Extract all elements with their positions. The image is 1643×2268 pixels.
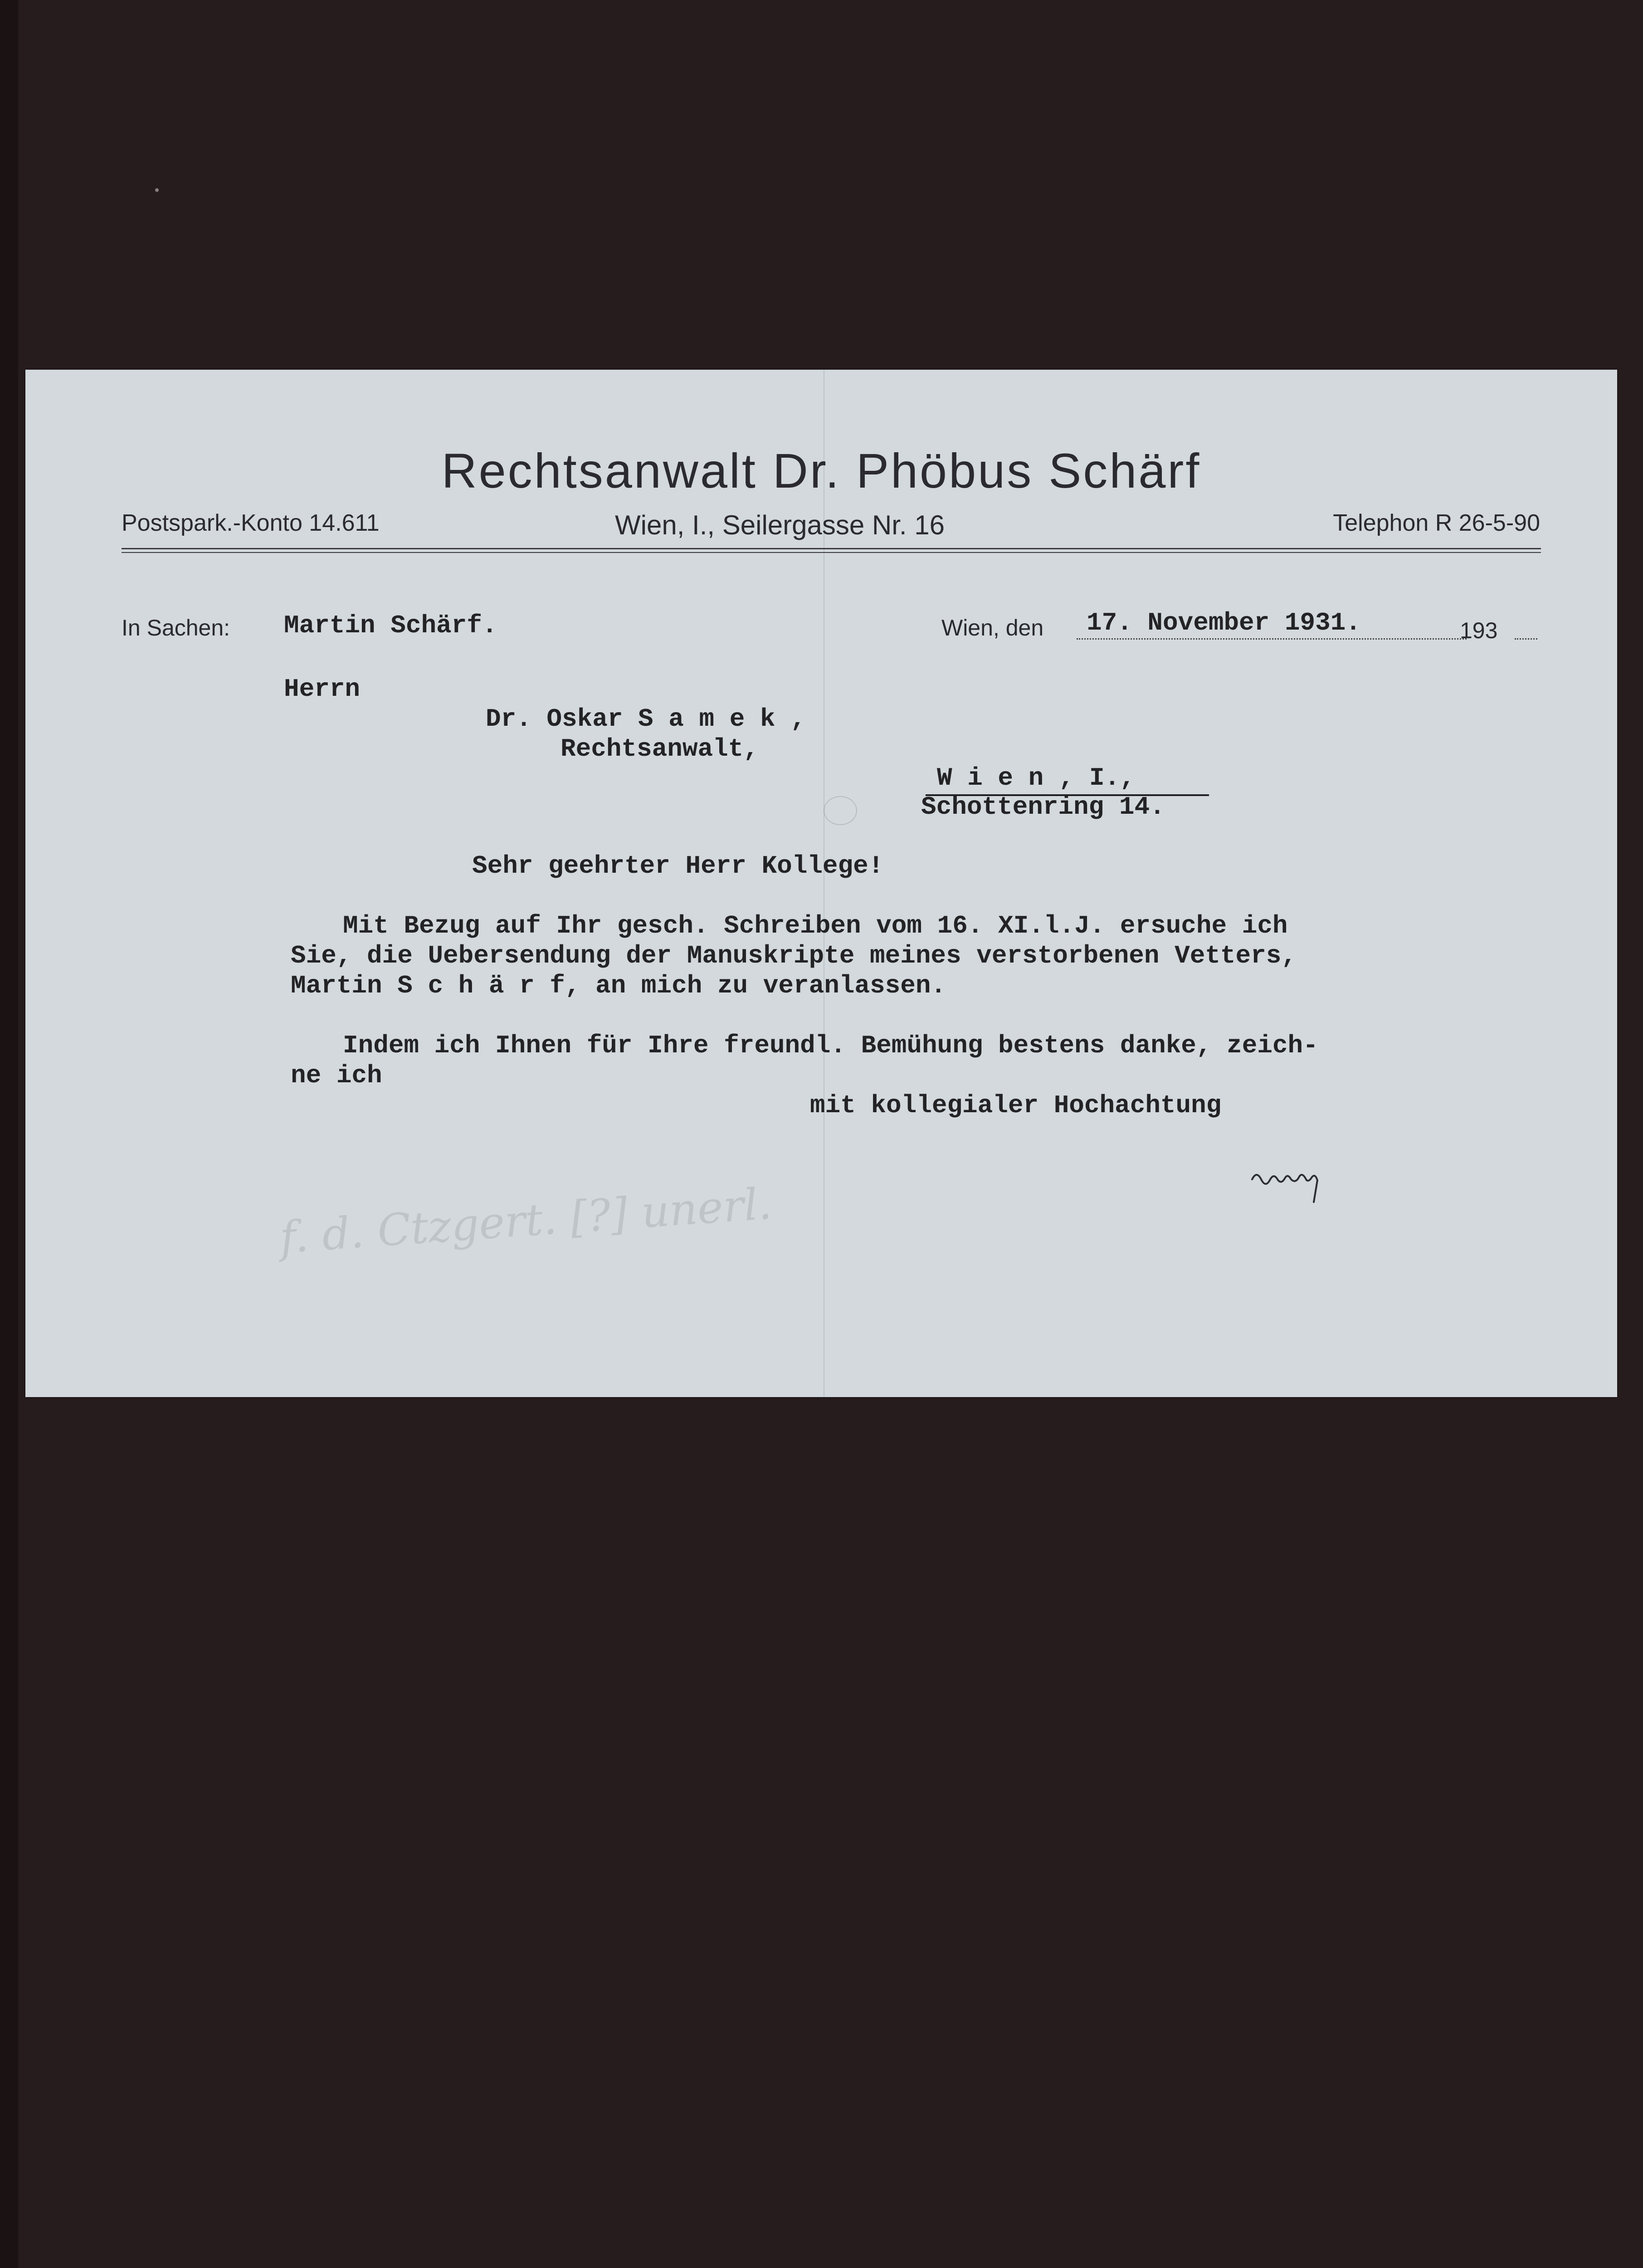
- faint-stamp-mark: [824, 796, 857, 825]
- body-line-4: Indem ich Ihnen für Ihre freundl. Bemühung bestens danke, zeich-: [343, 1031, 1318, 1060]
- pencil-annotation: f. d. Ctzgert. [?] unerl.: [278, 1178, 774, 1263]
- closing-line: mit kollegialer Hochachtung: [810, 1091, 1222, 1120]
- recipient-street: Schottenring 14.: [921, 792, 1165, 821]
- date-prefix: Wien, den: [941, 615, 1044, 640]
- date-typed: 17. November 1931.: [1087, 608, 1361, 637]
- recipient-name: Dr. Oskar S a m e k ,: [486, 704, 806, 733]
- body-line-2: Sie, die Uebersendung der Manuskripte meines verstorbenen Vetters,: [291, 941, 1297, 970]
- date-year-dots: [1515, 638, 1537, 640]
- letterhead-address: Wien, I., Seilergasse Nr. 16: [615, 510, 945, 540]
- handwritten-signature: [1250, 1159, 1354, 1204]
- body-line-1: Mit Bezug auf Ihr gesch. Schreiben vom 16. XI.l.J. ersuche ich: [343, 911, 1288, 940]
- letterhead-rule-bottom: [122, 552, 1541, 553]
- letterhead-postal-account: Postspark.-Konto 14.611: [122, 510, 380, 536]
- salutation-herrn: Herrn: [284, 675, 361, 704]
- dust-speck: [155, 188, 159, 192]
- letterhead-telephone: Telephon R 26-5-90: [1333, 510, 1540, 536]
- body-line-3: Martin S c h ä r f, an mich zu veranlassen.: [291, 971, 946, 1000]
- recipient-city: W i e n , I.,: [937, 763, 1135, 792]
- date-dotted-line: [1077, 638, 1467, 640]
- binder-edge: [0, 0, 18, 2268]
- case-value: Martin Schärf.: [284, 611, 497, 640]
- date-year-suffix: 193: [1460, 618, 1498, 643]
- letterhead-rule-top: [122, 548, 1541, 549]
- recipient-title: Rechtsanwalt,: [561, 734, 759, 763]
- case-label: In Sachen:: [122, 615, 230, 640]
- letterhead-title: Rechtsanwalt Dr. Phöbus Schärf: [441, 443, 1201, 498]
- greeting: Sehr geehrter Herr Kollege!: [472, 851, 884, 880]
- letter-sheet: [25, 370, 1617, 1397]
- body-line-5: ne ich: [291, 1061, 382, 1090]
